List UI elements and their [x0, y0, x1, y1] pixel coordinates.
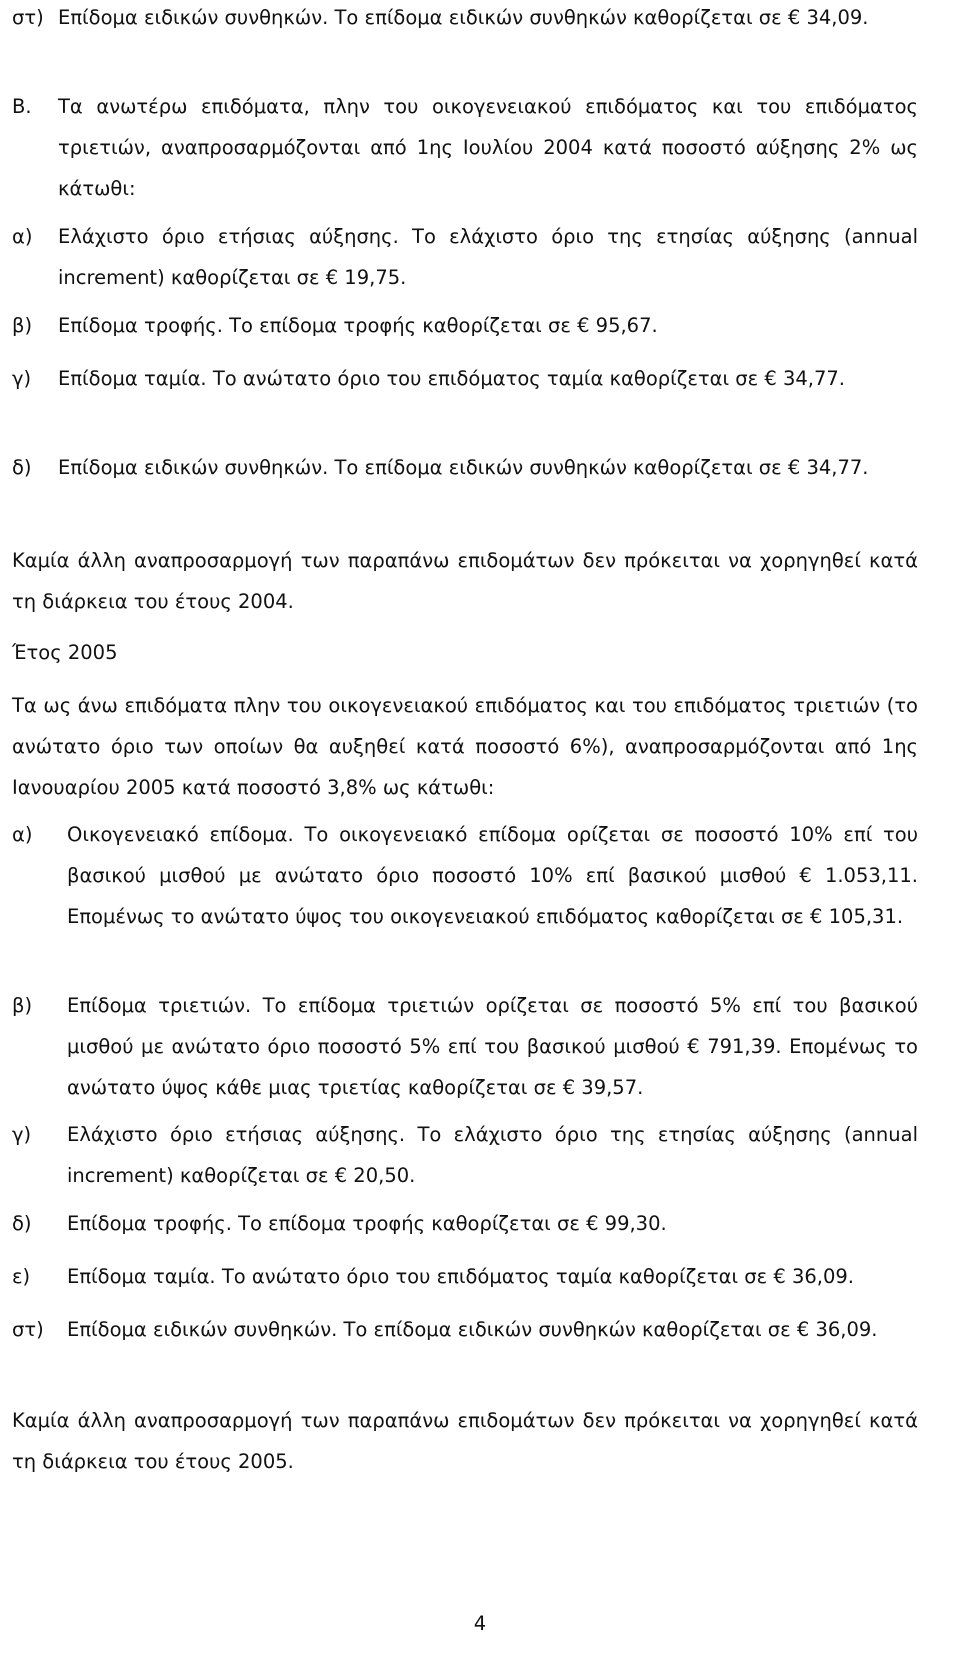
year-heading: Έτος 2005: [12, 641, 118, 664]
list-text: Επίδομα τροφής. Το επίδομα τροφής καθορίζεται σε € 99,30.: [67, 1212, 667, 1235]
list-item-d-2005: [12, 1203, 918, 1244]
list-label: στ): [12, 6, 44, 29]
section-b: [12, 86, 918, 209]
list-label: β): [12, 314, 33, 337]
list-label: δ): [12, 456, 32, 479]
list-text: Επίδομα ειδικών συνθηκών. Το επίδομα ειδικών συνθηκών καθορίζεται σε € 34,77.: [58, 456, 869, 479]
list-label: δ): [12, 1212, 32, 1235]
list-item-d-2004: [12, 447, 918, 488]
section-text: Τα ανωτέρω επιδόματα, πλην του οικογενειακού επιδόματος και του επιδόματος τριετιών, αναπροσαρμόζονται από 1ης Ιουλίου 2004 κατά ποσοστό αύξησης 2% ως κάτωθι:: [58, 95, 918, 200]
list-item-a-2005: [12, 814, 918, 937]
list-text: Οικογενειακό επίδομα. Το οικογενειακό επίδομα ορίζεται σε ποσοστό 10% επί του βασικού μισθού με ανώτατο όριο ποσοστό 10% επί βασικού μισθού € 1.053,11. Επομένως το ανώτατο ύψος του οικογενειακού επιδόματος καθορίζεται σε € 105,31.: [67, 823, 918, 928]
closing-paragraph-2005: Καμία άλλη αναπροσαρμογή των παραπάνω επιδομάτων δεν πρόκειται να χορηγηθεί κατά τη διάρκεια του έτους 2005.: [12, 1409, 918, 1473]
list-label: α): [12, 823, 33, 846]
list-label: ε): [12, 1265, 31, 1288]
page-number: 4: [473, 1612, 487, 1635]
list-text: Επίδομα τριετιών. Το επίδομα τριετιών ορίζεται σε ποσοστό 5% επί του βασικού μισθού με ανώτατο όριο ποσοστό 5% επί του βασικού μισθού € 791,39. Επομένως το ανώτατο ύψος κάθε μιας τριετίας καθορίζεται σε € 39,57.: [67, 994, 918, 1099]
list-item-e-2005: [12, 1256, 918, 1297]
list-text: Επίδομα ειδικών συνθηκών. Το επίδομα ειδικών συνθηκών καθορίζεται σε € 34,09.: [58, 6, 869, 29]
list-item-st-2004: [12, 0, 918, 38]
list-item-b-2004: [12, 305, 918, 346]
list-text: Επίδομα ταμία. Το ανώτατο όριο του επιδόματος ταμία καθορίζεται σε € 34,77.: [58, 367, 846, 390]
intro-paragraph-2005: Τα ως άνω επιδόματα πλην του οικογενειακού επιδόματος και του επιδόματος τριετιών (το ανώτατο όριο των οποίων θα αυξηθεί κατά ποσοστό 6%), αναπροσαρμόζονται από 1ης Ιανουαρίου 2005 κατά ποσοστό 3,8% ως κάτωθι:: [12, 694, 918, 799]
list-text: Ελάχιστο όριο ετήσιας αύξησης. Το ελάχιστο όριο της ετησίας αύξησης (annual increment) καθορίζεται σε € 19,75.: [58, 225, 918, 289]
list-item-c-2004: [12, 358, 918, 399]
list-item-c-2005: [12, 1114, 918, 1196]
list-text: Ελάχιστο όριο ετήσιας αύξησης. Το ελάχιστο όριο της ετησίας αύξησης (annual increment) καθορίζεται σε € 20,50.: [67, 1123, 918, 1187]
closing-paragraph-2004: Καμία άλλη αναπροσαρμογή των παραπάνω επιδομάτων δεν πρόκειται να χορηγηθεί κατά τη διάρκεια του έτους 2004.: [12, 549, 918, 613]
list-item-b-2005: [12, 985, 918, 1108]
list-label: α): [12, 225, 33, 248]
list-label: γ): [12, 367, 32, 390]
list-label: γ): [12, 1123, 32, 1146]
list-text: Επίδομα ταμία. Το ανώτατο όριο του επιδόματος ταμία καθορίζεται σε € 36,09.: [67, 1265, 855, 1288]
list-label: στ): [12, 1318, 44, 1341]
list-text: Επίδομα τροφής. Το επίδομα τροφής καθορίζεται σε € 95,67.: [58, 314, 658, 337]
list-label: β): [12, 994, 33, 1017]
section-label: Β.: [12, 95, 32, 118]
list-item-a-2004: [12, 216, 918, 298]
list-text: Επίδομα ειδικών συνθηκών. Το επίδομα ειδικών συνθηκών καθορίζεται σε € 36,09.: [67, 1318, 878, 1341]
list-item-st-2005: [12, 1309, 918, 1350]
